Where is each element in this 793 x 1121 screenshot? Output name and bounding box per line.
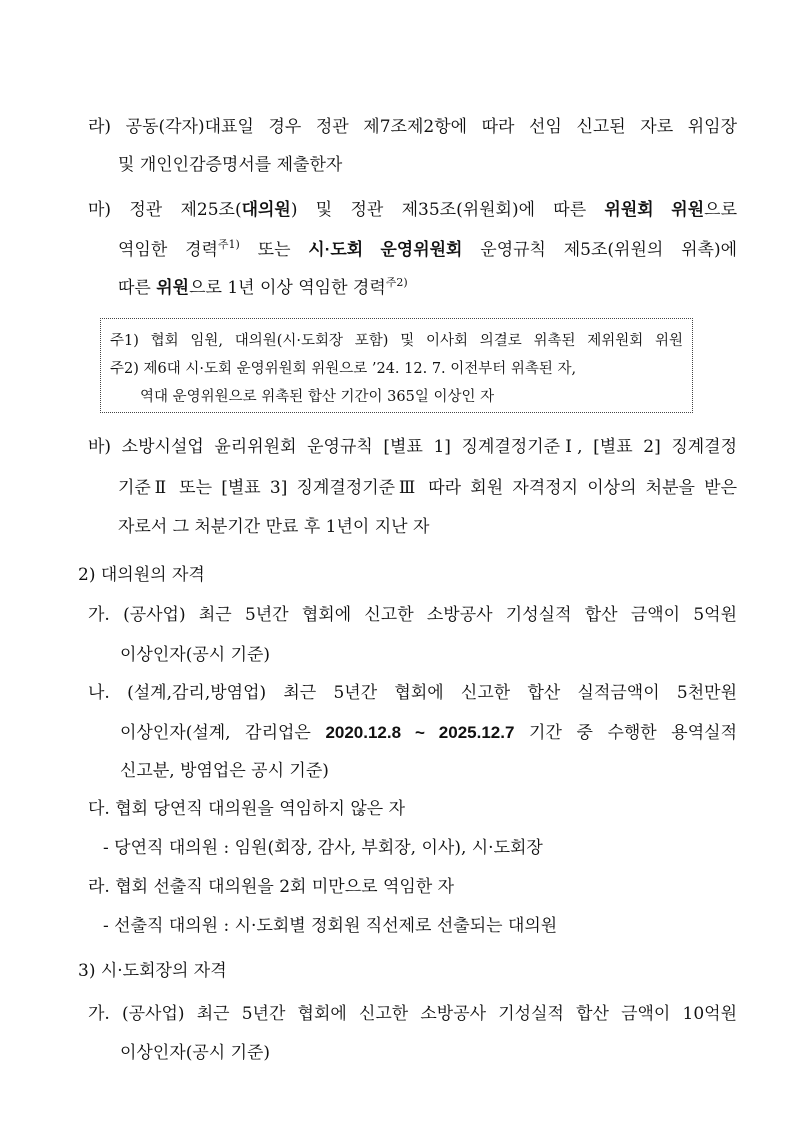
item-ba-line-2: 기준Ⅱ 또는 [별표 3] 징계결정기준Ⅲ 따라 회원 자격정지 이상의 처분을 받은 — [118, 478, 737, 498]
emphasis-member: 위원 — [156, 278, 190, 297]
item-ma-text: 역임한 경력 — [118, 240, 218, 260]
emphasis-committee-member: 위원회 위원 — [604, 200, 705, 219]
item-ba-text: 소방시설업 윤리위원회 운영규칙 [별표 1] 징계결정기준Ⅰ, [별표 2] 징계결정 — [121, 437, 738, 457]
section-2-heading: 2) 대의원의 자격 — [78, 565, 205, 585]
section-2-item-ga-text: (공사업) 최근 5년간 협회에 신고한 소방공사 기성실적 합산 금액이 5억원 — [123, 605, 737, 625]
section-2-item-na-text: (설계,감리,방염업) 최근 5년간 협회에 신고한 합산 실적금액이 5천만원 — [127, 683, 737, 703]
item-ra-line-2: 및 개인인감증명서를 제출한자 — [118, 155, 343, 175]
section-2-item-na-line-2 — [120, 719, 737, 747]
item-ra-marker: 라) — [88, 117, 112, 137]
section-2-item-na-line-3: 신고분, 방염업은 공시 기준) — [120, 761, 329, 781]
item-ma-text: 운영규칙 제5조(위원의 위촉)에 — [462, 240, 738, 260]
section-2-item-ra-detail: - 선출직 대의원 : 시·도회별 정회원 직선제로 선출되는 대의원 — [103, 916, 558, 936]
item-ma-line-3 — [118, 274, 408, 302]
item-ma-text: 으로 1년 이상 역임한 경력 — [189, 278, 386, 298]
footnote-ref-1: 주1) — [217, 238, 240, 251]
section-2-item-ga-line-2: 이상인자(공시 기준) — [120, 645, 271, 665]
item-ma-marker: 마) — [88, 200, 112, 220]
item-ma-text: 또는 — [239, 240, 309, 260]
section-2-item-ga-line-1 — [88, 601, 737, 629]
footnote-2: 주2) 제6대 시·도회 운영위원회 위원으로 ’24. 12. 7. 이전부터 위촉된 자, — [110, 361, 577, 377]
item-ba-line-3: 자로서 그 처분기간 만료 후 1년이 지난 자 — [118, 517, 430, 537]
section-2-item-ga-marker: 가. — [88, 605, 110, 625]
section-2-item-ra-text: 협회 선출직 대의원을 2회 미만으로 역임한 자 — [115, 877, 455, 897]
footnote-ref-2: 주2) — [385, 276, 408, 289]
section-2-item-da-marker: 다. — [88, 799, 110, 819]
section-2-item-da-text: 협회 당연직 대의원을 역임하지 않은 자 — [115, 799, 406, 819]
section-3-heading: 3) 시·도회장의 자격 — [78, 961, 227, 981]
item-ma-line-2 — [118, 236, 737, 264]
footnote-2-continued: 역대 운영위원으로 위촉된 합산 기간이 365일 이상인 자 — [140, 389, 495, 405]
item-ma-text: 정관 제25조( — [129, 200, 242, 220]
section-2-item-da-detail: - 당연직 대의원 : 임원(회장, 감사, 부회장, 이사), 시·도회장 — [103, 838, 543, 858]
section-2-item-ra-line-1 — [88, 873, 454, 901]
section-2-item-da-line-1 — [88, 795, 405, 823]
emphasis-operating-committee: 시·도회 운영위원회 — [308, 240, 463, 259]
item-ma-text: 으로 — [704, 200, 737, 220]
section-2-item-na-text: 이상인자(설계, 감리업은 — [120, 723, 326, 743]
section-3-item-ga-line-2: 이상인자(공시 기준) — [120, 1043, 271, 1063]
item-ma-text: 따른 — [118, 278, 157, 298]
item-ba-marker: 바) — [88, 437, 112, 457]
section-3-item-ga-marker: 가. — [88, 1004, 110, 1024]
item-ma-line-1 — [88, 196, 737, 224]
item-ma-text: ) 및 정관 제35조(위원회)에 따른 — [290, 200, 605, 220]
item-ba-line-1 — [88, 433, 737, 461]
section-3-item-ga-text: (공사업) 최근 5년간 협회에 신고한 소방공사 기성실적 합산 금액이 10억원 — [122, 1004, 737, 1024]
section-2-item-na-marker: 나. — [88, 683, 110, 703]
item-ra-line-1 — [88, 113, 737, 141]
section-2-item-na-text: 기간 중 수행한 용역실적 — [514, 723, 737, 743]
section-2-item-na-line-1 — [88, 679, 737, 707]
footnote-1: 주1) 협회 임원, 대의원(시·도회장 포함) 및 이사회 의결로 위촉된 제위원회 위원 — [110, 333, 683, 349]
section-2-item-ra-marker: 라. — [88, 877, 110, 897]
emphasis-date-range: 2020.12.8 ~ 2025.12.7 — [325, 723, 515, 742]
section-3-item-ga-line-1 — [88, 1000, 737, 1028]
item-ra-text: 공동(각자)대표일 경우 정관 제7조제2항에 따라 선임 신고된 자로 위임장 — [125, 117, 738, 137]
emphasis-daeuiwon: 대의원 — [241, 200, 291, 219]
